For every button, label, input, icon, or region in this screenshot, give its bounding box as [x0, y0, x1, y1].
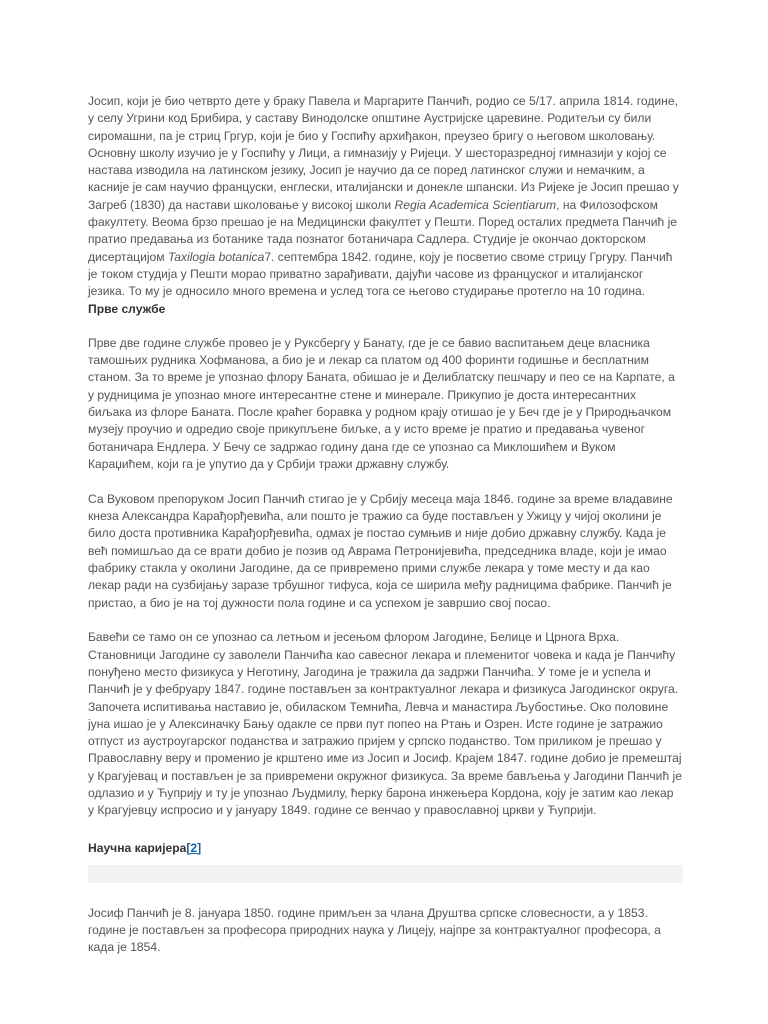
paragraph-early-life-part-2: , на Филозофском факултету. Веома брзо прешао је на Медицински факултет у Пешти. Поред осталих предмета Панчић је пратио предавања из ботанике тада познатог ботаничара Садлера. Студије је окончао докторском дисертацијом: [88, 197, 678, 264]
paragraph-jagodina: Бавећи се тамо он се упознао са летњом и јесењом флором Јагодине, Белице и Црнога Врха. Становници Јагодине су заволели Панчића као савесног лекара и племенитог човека и када је Панчићу понуђено место физикуса у Неготину, Јагодина је тражила да задржи Панчића. У томе је и успела и Панчић је у фебруару 1847. године постављен за контрактуалног лекара и физикуса Јагодинског округа. Започета испитивања наставио је, обиласком Темнића, Левча и манастира Љубостиње. Око половине јуна ишао је у Алексиначку Бању одакле се први пут попео на Ртањ и Озрен. Исте године је затражио отпуст из аустроугарског поданства и затражио пријем у српско поданство. Том приликом је прешао у Православну веру и променио је крштено име из Јосип и Јосиф. Крајем 1847. године добио је премештај у Крагујевац и постављен је за привремени окружног физикуса. За време бављења у Јагодини Панчић је одлазио и у Ћуприју и ту је упознао Људмилу, ћерку барона инжењера Кордона, коју је затим као лекар у Крагујевцу испросио и у јануару 1849. године се венчао у православној цркви у Ћуприји.: [88, 630, 682, 818]
paragraph-scientific-career: Јосиф Панчић је 8. јануара 1850. године примљен за члана Друштва српске словесности, а у 1853. године је постављен за професора природних наука у Лицеју, најпре за контрактуалног професора, а када је 1854.: [88, 905, 661, 955]
paragraph-first-jobs: Прве две године службе провео је у Руксбергу у Банату, где је се бавио васпитањем деце власника тамошњих рудника Хофманова, а био је и лекар са платом од 400 форинти годишње и бесплатним станом. За то време је упознао флору Баната, обишао је и Делиблатску пешчару и пео се на Карпате, а у рудницима је упознао многе интересантне стене и минерале. Прикупио је доста интересантних биљака из флоре Баната. После краћег боравка у родном крају отишао је у Беч где је у Природњачком музеју проучио и одредио своје прикупљене биљке, а у исто време је пратио и предавања чувеног ботаничара Ендлера. У Бечу се задржао годину дана где се упознао са Миклошићем и Вуком Караџићем, који га је упутио да у Србији тражи државну службу.: [88, 335, 675, 471]
section-heading-scientific-career: [88, 840, 682, 857]
paragraph-early-life-part-3: 7. септембра 1842. године, коју је посветио своме стрицу Гргуру. Панчић је током студија у Пешти морао приватно зарађивати, дајући часове из француског и италијанског језика. То му је односило много времена и услед тога се његово студирање протегло на 10 година.: [88, 249, 673, 299]
section-divider-strip: [88, 865, 683, 883]
paragraph-early-life: [88, 93, 682, 301]
paragraph-early-life-part-1: Јосип, који је био четврто дете у браку Павела и Маргарите Панчић, родио се 5/17. априла 1814. године, у селу Угрини код Брибира, у саставу Винодолске општине Аустријске царевине. Родитељи су били сиромашни, па је стриц Гргур, који је био у Госпићу архиђакон, преузео бригу о његовом школовању. Основну школу изучио је у Госпићу у Лици, а гимназију у Ријеци. У шесторазредној гимназији у којој се настава изводила на латинском језику, Јосип је научио да се поред латинског служи и немачким, а касније је сам научио француски, енглески, италијански и донекле шпански. Из Ријеке је Јосип прешао у Загреб (1830) да настави школовање у високој школи: [88, 94, 679, 212]
dissertation-title: Taxilogia botanica: [167, 249, 265, 264]
section-heading-first-jobs: Прве службе: [88, 301, 166, 316]
institution-name: Regia Academica Scientiarum: [394, 197, 557, 212]
paragraph-arrival-serbia: Са Вуковом препоруком Јосип Панчић стигао је у Србију месеца маја 1846. године за време владавине кнеза Александра Карађорђевића, али пошто је тражио са буде постављен у Ужицу у чијој околини је било доста противника Карађорђевића, одмах је постао сумњив и није добио државну службу. Када је већ помишљао да се врати добио је позив од Аврама Петронијевића, председника владе, који је имао фабрику стакла у околини Јагодине, да се привремено прими службе лекара у томе месту и да као лекар ради на сузбијању заразе трбушног тифуса, која се ширила међу радницима фабрике. Панчић је пристао, а био је на тој дужности пола године и са успехом је завршио свој посао.: [88, 491, 673, 610]
section-heading-label: Научна каријера: [88, 840, 187, 855]
spacer: [88, 318, 682, 335]
reference-link[interactable]: [2]: [186, 840, 202, 855]
